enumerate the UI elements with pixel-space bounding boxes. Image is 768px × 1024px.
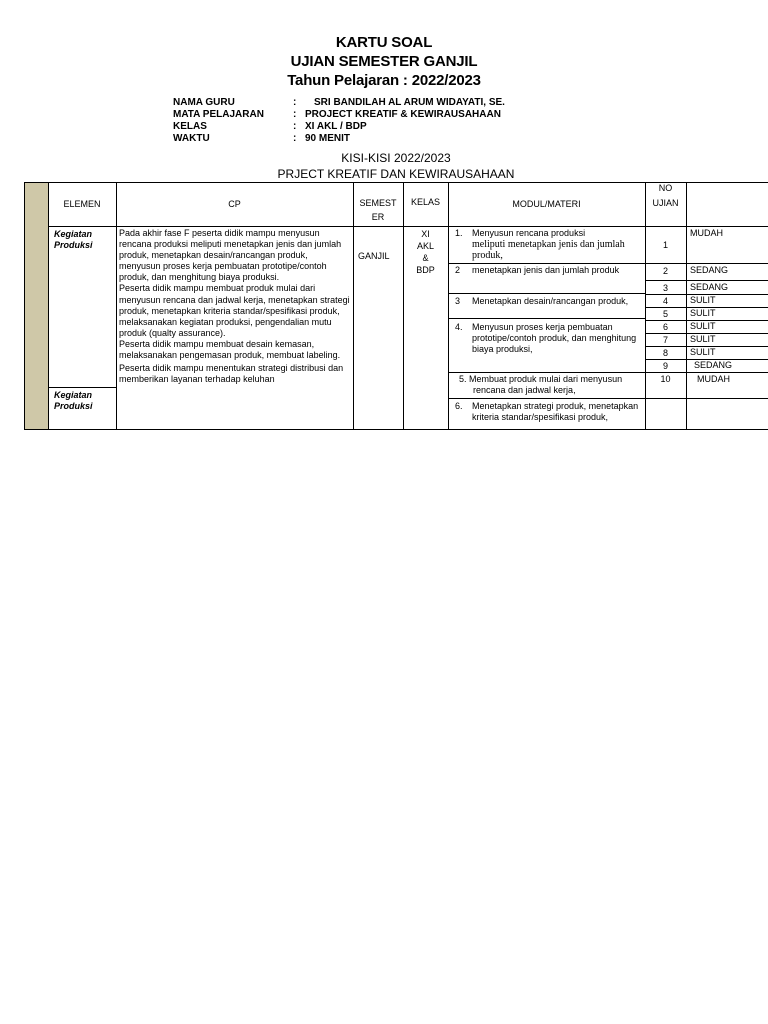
soal-level: MUDAH: [697, 374, 730, 384]
table-border: [448, 293, 646, 294]
modul-number: 5.: [459, 374, 467, 384]
modul-item: [455, 296, 643, 310]
subject-title: PRJECT KREATIF DAN KEWIRAUSAHAAN: [277, 167, 515, 181]
info-row-subject: [173, 109, 505, 121]
soal-level: SULIT: [690, 295, 716, 305]
table-border: [686, 182, 687, 430]
kelas-line: &: [422, 253, 429, 263]
header-no-2: UJIAN: [652, 198, 679, 208]
header-modul: MODUL/MATERI: [512, 199, 581, 209]
modul-item: [455, 228, 643, 262]
modul-line: Menyusun proses kerja pembuatan: [472, 322, 613, 332]
soal-no: 2: [662, 266, 668, 276]
info-row-class: [173, 121, 505, 133]
modul-line: menetapkan jenis dan jumlah produk: [472, 265, 620, 275]
soal-no: 6: [662, 322, 668, 332]
modul-line: meliputi menetapkan jenis dan jumlah: [472, 239, 625, 250]
header-no-1: NO: [658, 183, 673, 193]
shaded-column: [25, 183, 48, 429]
modul-line: rencana dan jadwal kerja,: [473, 385, 576, 395]
soal-no: 10: [660, 374, 671, 384]
soal-level: SEDANG: [690, 265, 729, 275]
kelas-line: XI: [421, 229, 430, 239]
info-label: WAKTU: [173, 133, 210, 144]
modul-line: Menetapkan desain/rancangan produk,: [472, 296, 629, 306]
table-border: [24, 429, 768, 430]
table-border: [645, 280, 768, 281]
modul-line: Menetapkan strategi produk, menetapkan: [472, 401, 639, 411]
table-border: [448, 398, 768, 399]
table-border: [448, 182, 449, 430]
elemen-label: [54, 229, 93, 251]
table-border: [448, 318, 646, 319]
cp-paragraph: Peserta didik mampu membuat produk mulai dari menyusun rencana dan jadwal kerja, menetapkan strategi produk, menetapkan kriteria standar/spesifikasi produk, melaksanakan kegiatan produksi, pengendalian mutu produk (qualty assurance).: [119, 283, 350, 338]
doc-subtitle: UJIAN SEMESTER GANJIL: [290, 53, 478, 70]
table-border: [448, 372, 768, 373]
info-value: XI AKL / BDP: [305, 121, 367, 132]
header-semester-1: SEMEST: [359, 198, 397, 208]
elemen-line: Produksi: [54, 401, 93, 411]
teacher-info: [173, 97, 505, 145]
modul-number: 3: [455, 296, 461, 306]
soal-no: 8: [662, 348, 668, 358]
soal-level: SULIT: [690, 347, 716, 357]
soal-no: 1: [662, 240, 668, 250]
modul-line: Menyusun rencana produksi: [472, 228, 586, 238]
kelas-line: AKL: [416, 241, 434, 251]
info-colon: :: [293, 109, 297, 120]
cp-paragraph: Pada akhir fase F peserta didik mampu menyusun rencana produksi meliputi menetapkan jenis dan jumlah produk, menetapkan desain/rancangan produk, menyusun proses kerja pembuatan prototipe/contoh produk, dan menghitung biaya produksi.: [119, 228, 342, 283]
table-border: [48, 182, 49, 430]
kisi-title: KISI-KISI 2022/2023: [341, 151, 451, 165]
header-elemen: ELEMEN: [63, 199, 101, 209]
table-border: [403, 182, 404, 430]
table-border: [24, 182, 25, 430]
modul-number: 4.: [455, 322, 463, 332]
soal-level: SEDANG: [694, 360, 733, 370]
kelas-value: [403, 228, 448, 276]
doc-year: Tahun Pelajaran : 2022/2023: [287, 72, 481, 89]
table-border: [116, 182, 117, 430]
cp-text: [119, 228, 351, 385]
doc-title: KARTU SOAL: [335, 34, 433, 51]
soal-level: MUDAH: [690, 228, 723, 238]
info-colon: :: [293, 97, 297, 108]
info-value: PROJECT KREATIF & KEWIRAUSAHAAN: [305, 109, 501, 120]
info-row-time: [173, 133, 505, 145]
soal-no: 5: [662, 309, 668, 319]
elemen-line: Kegiatan: [54, 390, 93, 400]
table-border: [448, 263, 768, 264]
elemen-line: Kegiatan: [54, 229, 93, 239]
header-kelas: KELAS: [410, 197, 441, 207]
kelas-line: BDP: [416, 265, 435, 275]
soal-level: SEDANG: [690, 282, 729, 292]
modul-item: [459, 374, 643, 398]
info-label: MATA PELAJARAN: [173, 109, 264, 120]
info-colon: :: [293, 121, 297, 132]
soal-no: 7: [662, 335, 668, 345]
soal-level: SULIT: [690, 321, 716, 331]
soal-no: 9: [662, 361, 668, 371]
modul-line: prototipe/contoh produk, dan menghitung: [472, 333, 637, 343]
modul-line: produk,: [472, 250, 503, 261]
header-semester-2: ER: [371, 212, 385, 222]
info-colon: :: [293, 133, 297, 144]
modul-number: 2: [455, 265, 461, 275]
soal-level: SULIT: [690, 334, 716, 344]
soal-no: 4: [662, 296, 668, 306]
modul-item: [455, 322, 643, 356]
info-value: SRI BANDILAH AL ARUM WIDAYATI, SE.: [314, 97, 505, 108]
modul-number: 6.: [455, 401, 463, 411]
modul-item: [455, 401, 643, 425]
info-label: KELAS: [173, 121, 207, 132]
cp-paragraph: Peserta didik mampu menentukan strategi distribusi dan memberikan layanan terhadap keluhan: [119, 363, 344, 385]
modul-line: kriteria standar/spesifikasi produk,: [472, 412, 609, 422]
info-row-teacher: [173, 97, 505, 109]
modul-item: [455, 265, 643, 279]
cp-paragraph: Peserta didik mampu membuat desain kemasan, melaksanakan pengemasan produk, membuat labeling.: [119, 338, 341, 361]
info-label: NAMA GURU: [173, 97, 235, 108]
elemen-line: Produksi: [54, 240, 93, 250]
soal-level: SULIT: [690, 308, 716, 318]
modul-number: 1.: [455, 228, 463, 238]
elemen-label: [54, 390, 93, 412]
table-border: [48, 226, 768, 227]
table-border: [48, 387, 117, 388]
soal-no: 3: [662, 283, 668, 293]
modul-line: biaya produksi,: [472, 344, 533, 354]
header-cp: CP: [228, 199, 241, 209]
info-value: 90 MENIT: [305, 133, 351, 144]
modul-line: Membuat produk mulai dari menyusun: [469, 374, 623, 384]
semester-value: GANJIL: [358, 251, 390, 261]
